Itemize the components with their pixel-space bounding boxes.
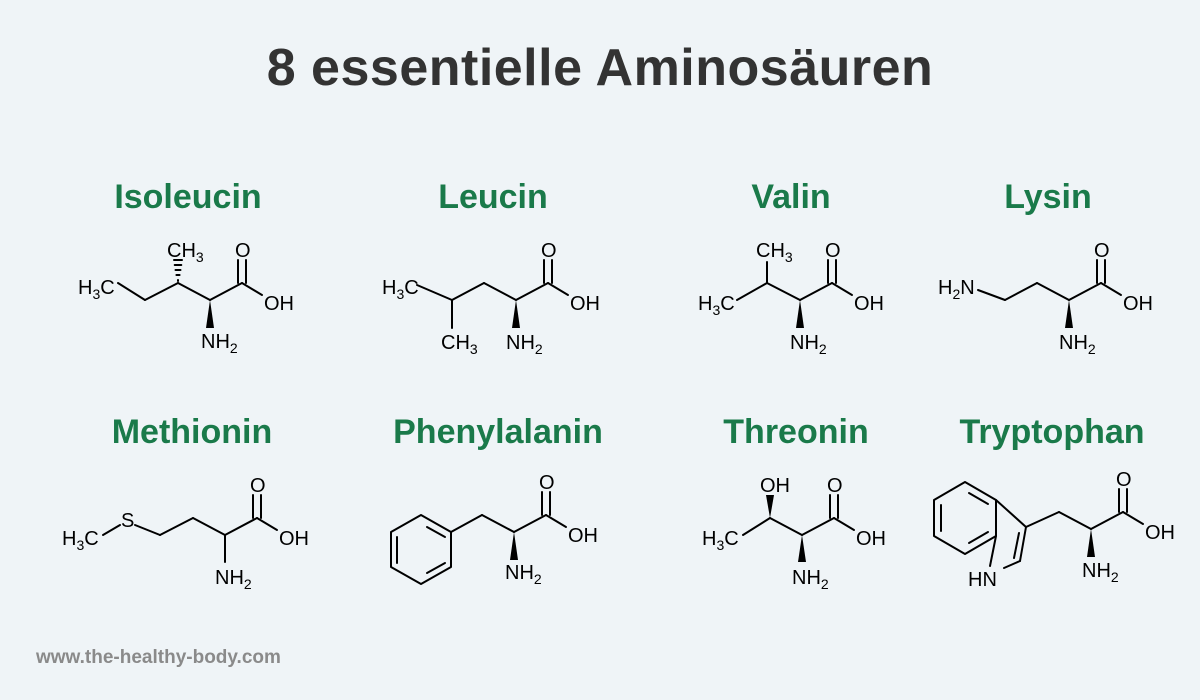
svg-text:OH: OH	[1145, 522, 1175, 544]
website-link[interactable]: www.the-healthy-body.com	[36, 647, 281, 668]
methionin-structure	[62, 475, 309, 592]
svg-text:OH: OH	[264, 293, 294, 315]
leucin-structure	[382, 240, 600, 357]
amino-acid-name: Isoleucin	[114, 178, 262, 216]
lysin-structure	[938, 240, 1153, 357]
isoleucin-structure	[78, 240, 294, 356]
svg-text:O: O	[235, 240, 251, 262]
svg-text:NH2: $NH_2$	[792, 567, 829, 592]
phenylalanin-structure	[391, 472, 598, 587]
svg-text:O: O	[1116, 469, 1132, 491]
svg-text:O: O	[539, 472, 555, 494]
svg-text:OH: OH	[568, 525, 598, 547]
svg-text:NH2: $NH_2$	[506, 332, 543, 357]
svg-text:OH: OH	[279, 528, 309, 550]
svg-text:CH3: $CH_3$	[441, 332, 478, 357]
svg-text:CH3: $CH_3$	[756, 240, 793, 265]
amino-acid-name: Tryptophan	[959, 413, 1145, 451]
amino-acid-name: Phenylalanin	[393, 413, 603, 451]
svg-text:H3C: $H_3C$	[698, 293, 735, 318]
svg-text:OH: OH	[854, 293, 884, 315]
svg-text:H3C: $H_3C$	[702, 528, 739, 553]
svg-text:NH2: $NH_2$	[215, 567, 252, 592]
svg-text:H3C: $H_3C$	[382, 277, 419, 302]
valin-structure	[698, 240, 884, 357]
svg-text:NH2: $NH_2$	[201, 331, 238, 356]
amino-acid-name: Lysin	[1004, 178, 1092, 216]
svg-text:HN: HN	[968, 569, 997, 591]
svg-text:H3C: $H_3C$	[78, 277, 115, 302]
svg-text:OH: OH	[856, 528, 886, 550]
svg-text:OH: OH	[760, 475, 790, 497]
svg-text:NH2: $NH_2$	[790, 332, 827, 357]
page-title: 8 essentielle Aminosäuren	[266, 39, 934, 97]
svg-text:CH3: $CH_3$	[167, 240, 204, 265]
svg-text:OH: OH	[570, 293, 600, 315]
svg-text:O: O	[1094, 240, 1110, 262]
svg-text:H2N: $H_2N$	[938, 277, 975, 302]
svg-text:NH2: $NH_2$	[505, 562, 542, 587]
svg-text:O: O	[827, 475, 843, 497]
svg-text:NH2: $NH_2$	[1082, 560, 1119, 585]
svg-text:S: S	[121, 510, 135, 532]
svg-text:OH: OH	[1123, 293, 1153, 315]
amino-acid-name: Threonin	[723, 413, 869, 451]
tryptophan-structure	[934, 469, 1175, 591]
svg-text:NH2: $NH_2$	[1059, 332, 1096, 357]
threonin-structure	[702, 475, 886, 592]
amino-acid-name: Valin	[751, 178, 831, 216]
svg-text:H3C: $H_3C$	[62, 528, 99, 553]
svg-text:O: O	[825, 240, 841, 262]
svg-text:O: O	[541, 240, 557, 262]
svg-text:O: O	[250, 475, 266, 497]
amino-acid-name: Leucin	[438, 178, 548, 216]
amino-acid-name: Methionin	[111, 413, 273, 451]
